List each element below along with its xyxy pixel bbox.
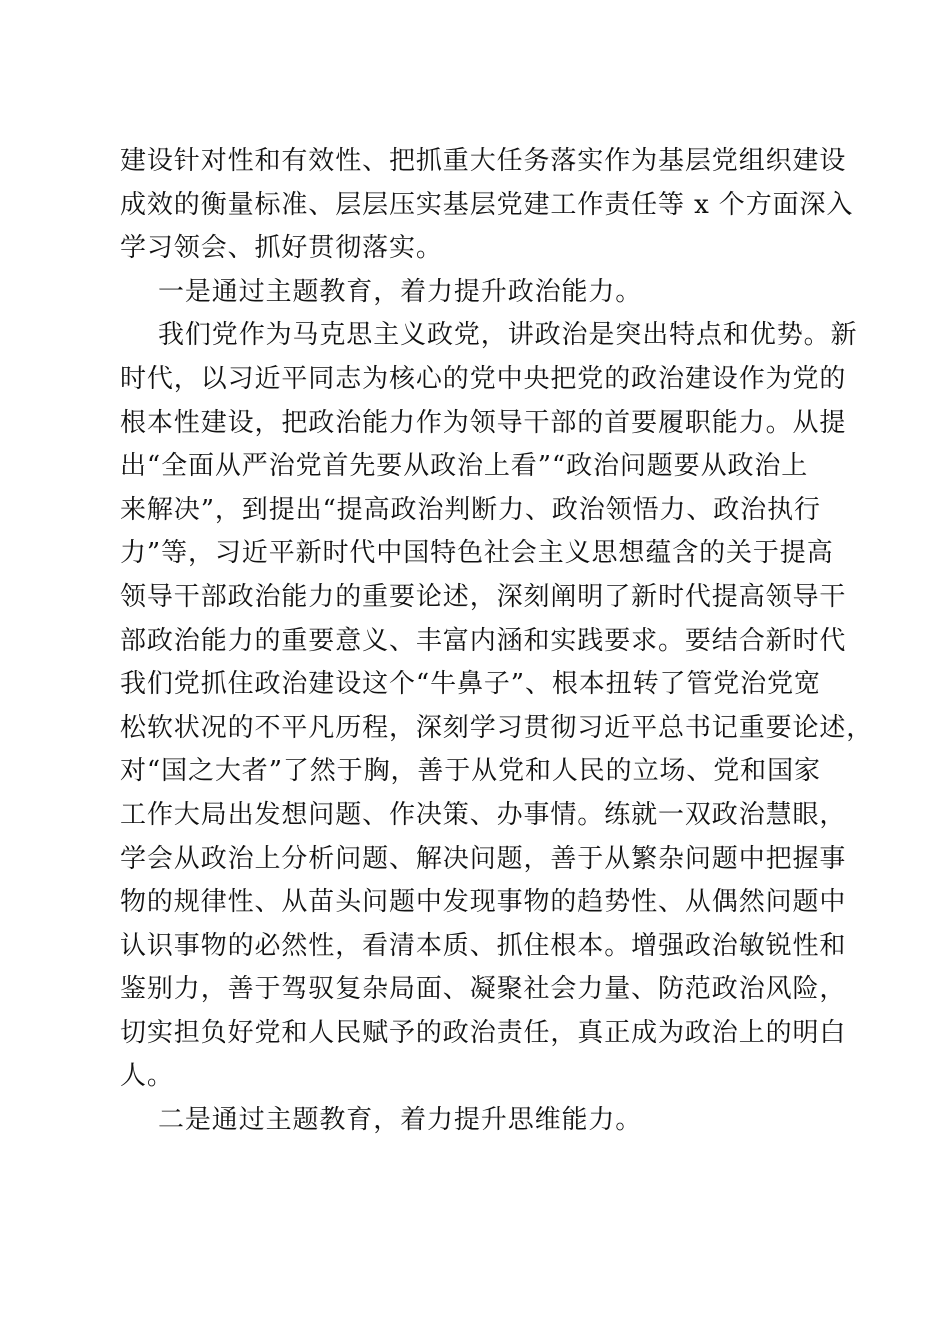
paragraph-political-ability — [120, 314, 874, 1099]
text-line: 学习领会、抓好贯彻落实。 — [120, 233, 443, 264]
text-line: 对“国之大者”了然于胸，善于从党和人民的立场、党和国家 — [120, 756, 821, 787]
text-line: 成效的衡量标准、层层压实基层党建工作责任等 x 个方面深入 — [120, 189, 854, 220]
intro-paragraph — [120, 140, 854, 271]
text-line: 来解决”，到提出“提高政治判断力、政治领悟力、政治执行 — [120, 494, 821, 525]
text-line: 切实担负好党和人民赋予的政治责任，真正成为政治上的明白 — [120, 1017, 847, 1048]
section-heading-2: 二是通过主题教育，着力提升思维能力。 — [158, 1105, 643, 1136]
text-line: 松软状况的不平凡历程，深刻学习贯彻习近平总书记重要论述， — [120, 712, 874, 743]
text-line: 领导干部政治能力的重要论述，深刻阐明了新时代提高领导干 — [120, 581, 847, 612]
text-line: 我们党抓住政治建设这个“牛鼻子”、根本扭转了管党治党宽 — [120, 669, 821, 700]
text-line: 物的规律性、从苗头问题中发现事物的趋势性、从偶然问题中 — [120, 887, 847, 918]
text-line: 鉴别力，善于驾驭复杂局面、凝聚社会力量、防范政治风险， — [120, 974, 847, 1005]
text-line: 时代，以习近平同志为核心的党中央把党的政治建设作为党的 — [120, 363, 847, 394]
text-line: 出“全面从严治党首先要从政治上看”“政治问题要从政治上 — [120, 451, 809, 482]
document-body — [120, 140, 874, 1143]
text-line: 力”等，习近平新时代中国特色社会主义思想蕴含的关于提高 — [120, 538, 834, 569]
text-line: 人。 — [120, 1061, 174, 1092]
text-line: 建设针对性和有效性、把抓重大任务落实作为基层党组织建设 — [120, 146, 847, 176]
text-line: 部政治能力的重要意义、丰富内涵和实践要求。要结合新时代 — [120, 625, 847, 656]
section-heading-1: 一是通过主题教育，着力提升政治能力。 — [158, 276, 643, 307]
text-line: 认识事物的必然性，看清本质、抓住根本。增强政治敏锐性和 — [120, 930, 847, 961]
text-line: 根本性建设，把政治能力作为领导干部的首要履职能力。从提 — [120, 407, 847, 438]
text-line: 工作大局出发想问题、作决策、办事情。练就一双政治慧眼， — [120, 799, 847, 830]
text-line: 学会从政治上分析问题、解决问题，善于从繁杂问题中把握事 — [120, 843, 847, 874]
text-line: 我们党作为马克思主义政党，讲政治是突出特点和优势。新 — [158, 320, 858, 351]
